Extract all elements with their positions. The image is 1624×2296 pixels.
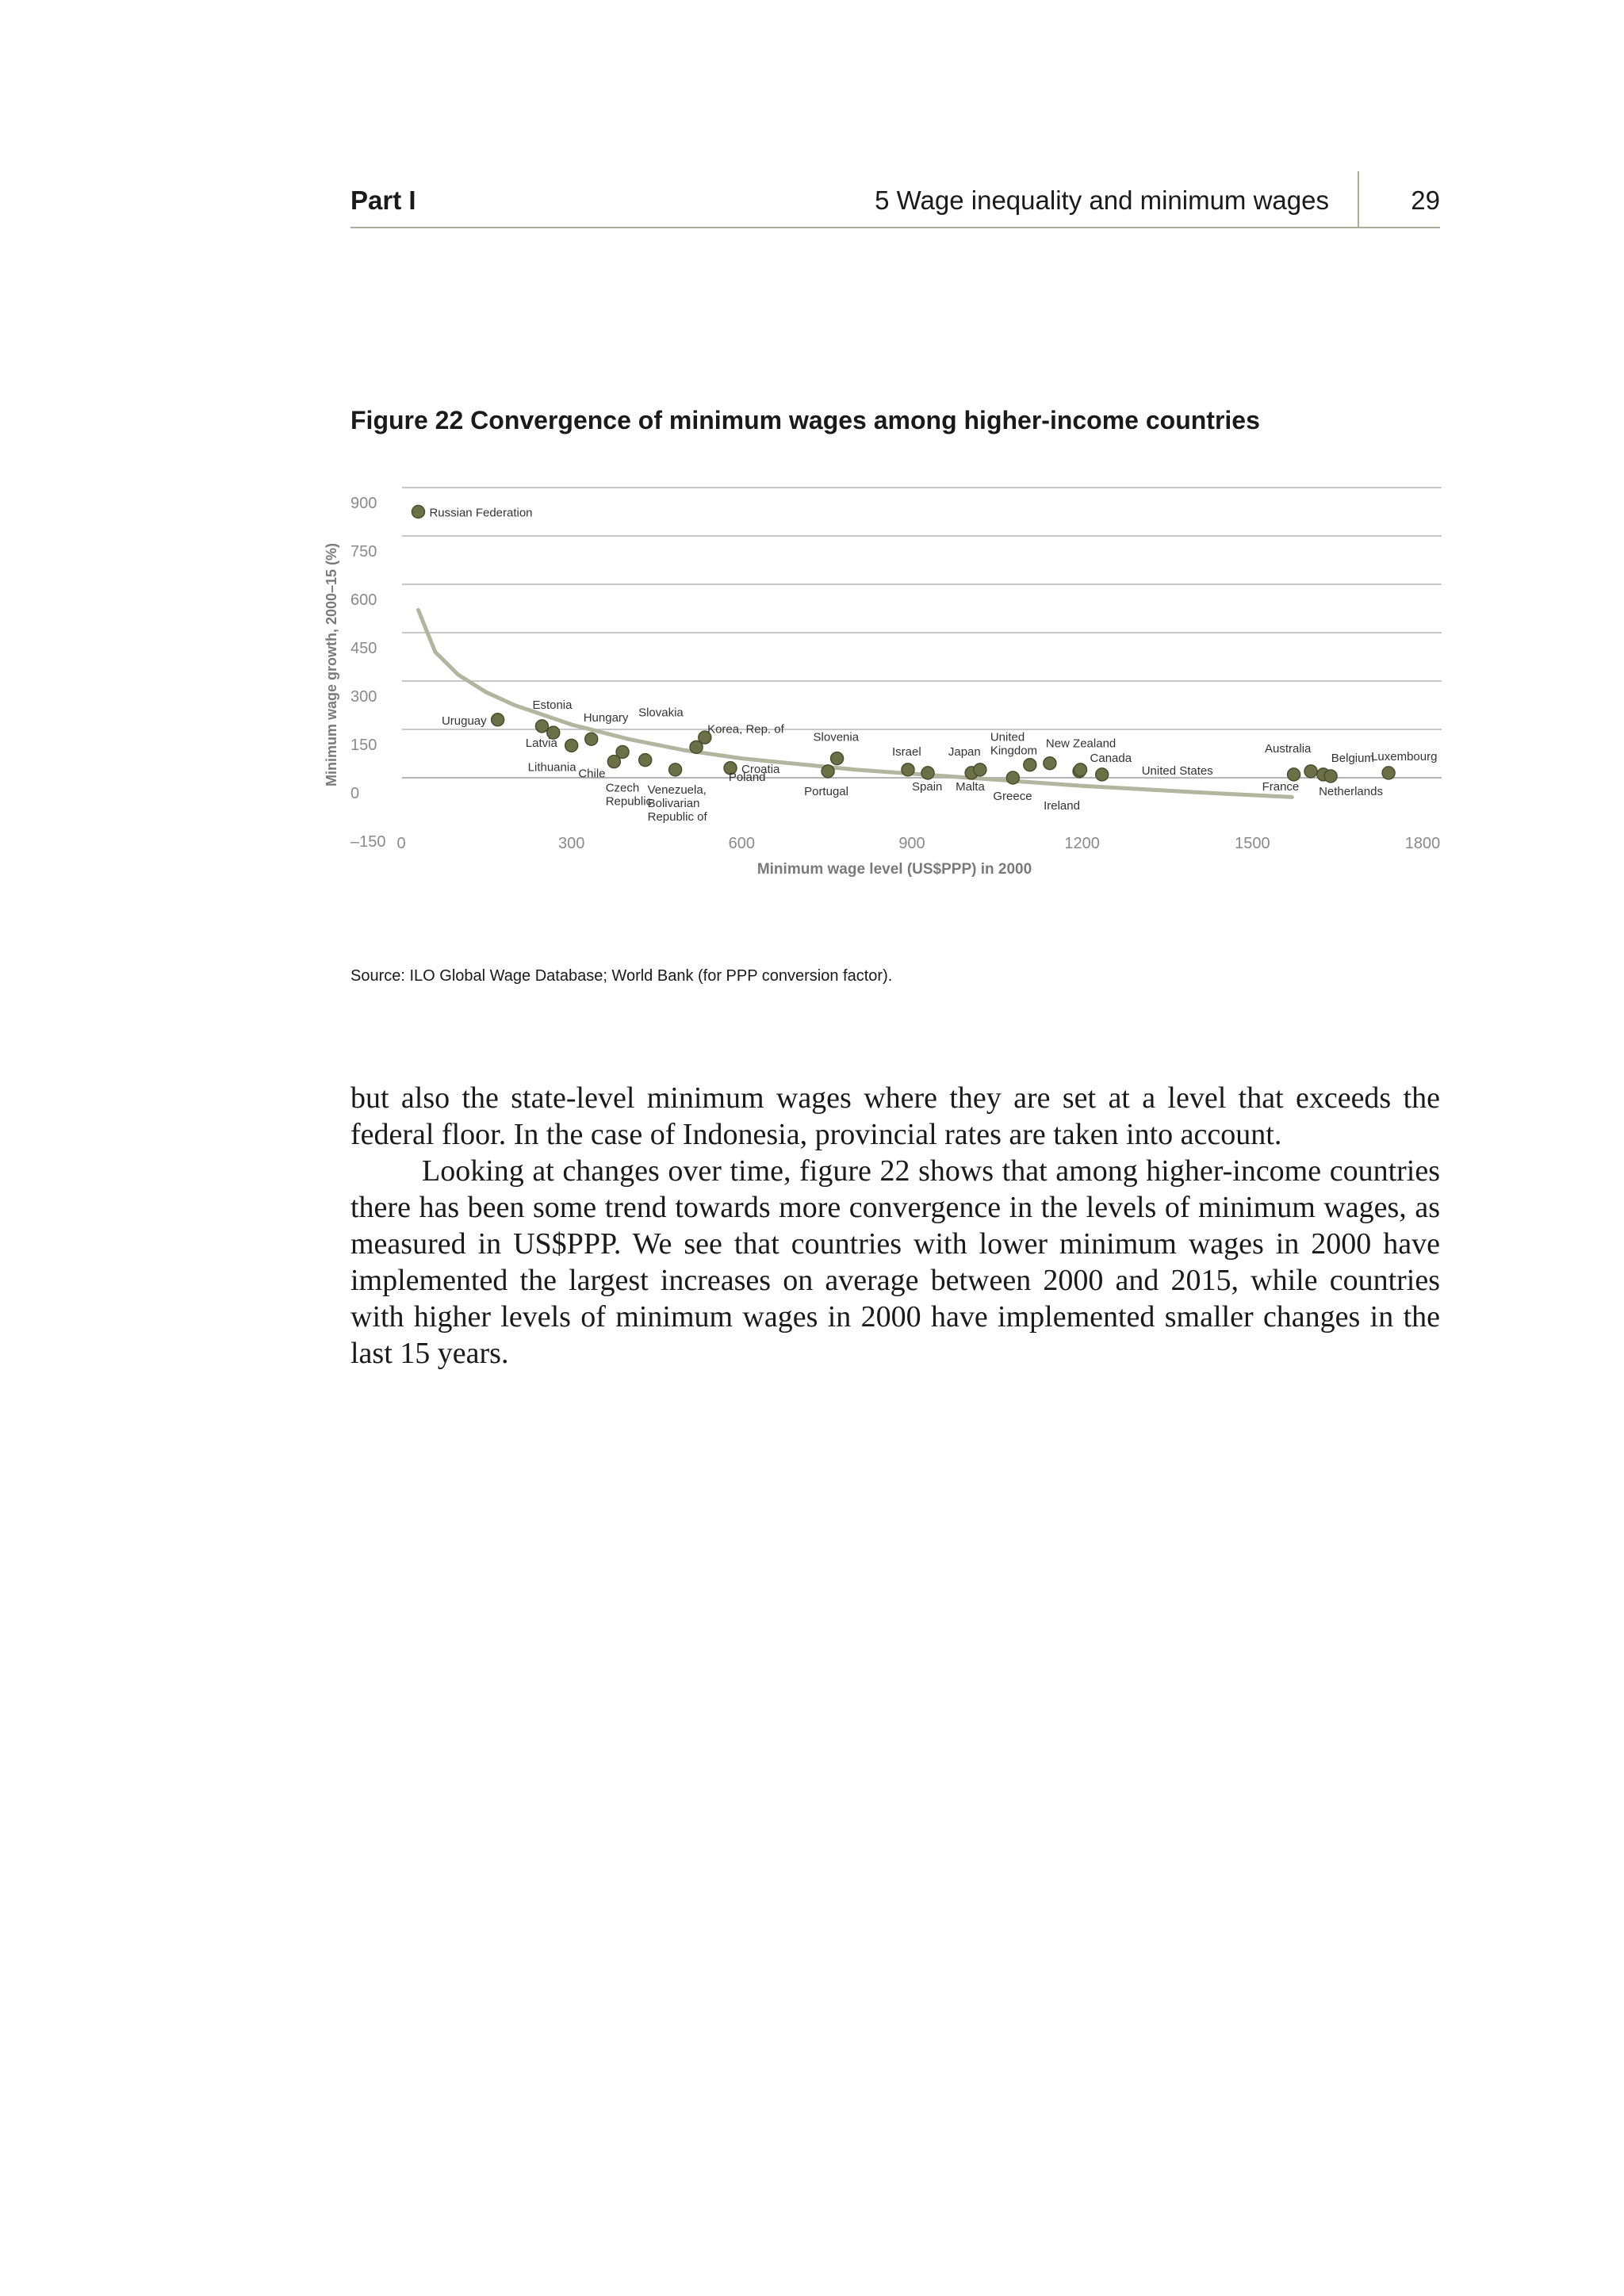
point-label: Uruguay — [441, 714, 487, 728]
scatter-chart — [317, 452, 1459, 943]
point-label: Netherlands — [1319, 784, 1383, 798]
x-tick-label: 1200 — [1064, 835, 1100, 852]
point-label: France — [1262, 779, 1300, 794]
body-text — [350, 1080, 1440, 1372]
y-tick-label: 900 — [350, 495, 377, 512]
point-label: Ireland — [1044, 798, 1080, 813]
point-label: Venezuela, Bolivarian Republic of — [647, 783, 707, 824]
point-label: Greece — [993, 790, 1032, 803]
data-point — [822, 765, 834, 778]
point-label: Czech Republic — [605, 781, 653, 809]
figure-title: Figure 22 Convergence of minimum wages among higher-income countries — [350, 406, 1260, 434]
point-label: Australia — [1265, 741, 1312, 756]
point-label: Malta — [956, 779, 985, 794]
point-label: United Kingdom — [990, 730, 1038, 758]
point-label: Slovenia — [813, 730, 860, 744]
data-point — [921, 767, 934, 779]
point-label: Israel — [891, 744, 921, 759]
point-label: Estonia — [532, 698, 573, 712]
data-point — [1382, 767, 1395, 779]
x-tick-label: 1500 — [1235, 835, 1270, 852]
data-point — [535, 720, 548, 733]
paragraph-2: Looking at changes over time, figure 22 shows that among higher-income countries there has been some trend towards more convergence in the levels of minimum wages, as measured in US$PPP. We see that countries with lower minimum wages in 2000 have implemented the largest increases on average between 2000 and 2015, while countries with higher levels of minimum wages in 2000 have implemented smaller changes in the last 15 years. — [350, 1154, 1440, 1370]
point-label: United States — [1141, 763, 1213, 778]
y-tick-label: 300 — [350, 688, 377, 706]
point-label: Luxembourg — [1371, 749, 1438, 763]
point-label: Korea, Rep. of — [707, 722, 784, 737]
data-point — [1288, 768, 1300, 781]
x-axis-label: Minimum wage level (US$PPP) in 2000 — [756, 861, 1032, 878]
point-label: Slovakia — [638, 706, 684, 720]
x-tick-label: 300 — [557, 835, 585, 852]
data-point — [585, 733, 598, 745]
y-tick-label: –150 — [350, 833, 386, 851]
y-tick-label: 600 — [350, 591, 377, 609]
data-point — [412, 506, 424, 519]
point-label: Latvia — [525, 737, 557, 751]
point-label: Hungary — [583, 711, 629, 725]
data-point — [902, 763, 914, 776]
point-label: Canada — [1090, 751, 1132, 765]
point-label: Croatia — [741, 762, 780, 776]
point-label: Spain — [912, 779, 943, 794]
part-label: Part I — [350, 186, 416, 215]
point-label: Belgium — [1331, 751, 1374, 765]
y-tick-label: 150 — [350, 737, 377, 754]
x-tick-label: 600 — [728, 835, 756, 852]
data-point — [831, 752, 844, 765]
data-point — [1096, 768, 1109, 781]
page-number: 29 — [1411, 186, 1440, 215]
data-point — [1304, 765, 1317, 778]
point-label: Poland — [728, 771, 766, 785]
y-axis-label: Minimum wage growth, 2000–15 (%) — [324, 542, 339, 787]
point-label: Chile — [578, 767, 606, 781]
figure-source: Source: ILO Global Wage Database; World Bank (for PPP conversion factor). — [350, 967, 893, 985]
x-tick-label: 900 — [898, 835, 925, 852]
point-label: Lithuania — [527, 760, 576, 775]
point-label: Portugal — [804, 784, 848, 798]
y-tick-label: 750 — [350, 543, 377, 561]
point-label: Japan — [948, 744, 981, 759]
data-point — [492, 714, 504, 726]
data-point — [1044, 757, 1056, 770]
y-tick-label: 0 — [350, 785, 360, 802]
chapter-title: 5 Wage inequality and minimum wages — [875, 186, 1329, 215]
data-point — [1074, 763, 1087, 776]
header-divider — [1358, 171, 1359, 228]
x-tick-label: 1800 — [1404, 835, 1441, 852]
paragraph-1: but also the state-level minimum wages where they are set at a level that exceeds the federal floor. In the case of Indonesia, provincial rates are taken into account. — [350, 1081, 1440, 1151]
point-label: Russian Federation — [429, 506, 533, 520]
x-tick-label: 0 — [396, 835, 406, 852]
page-header — [350, 179, 1440, 228]
data-point — [974, 763, 986, 776]
data-point — [616, 745, 629, 758]
data-point — [639, 754, 652, 767]
data-point — [1024, 759, 1036, 771]
data-point — [1006, 771, 1019, 784]
point-label: New Zealand — [1045, 737, 1116, 751]
y-tick-label: 450 — [350, 640, 377, 657]
data-point — [565, 739, 578, 752]
data-point — [1324, 770, 1337, 783]
data-point — [669, 763, 682, 776]
